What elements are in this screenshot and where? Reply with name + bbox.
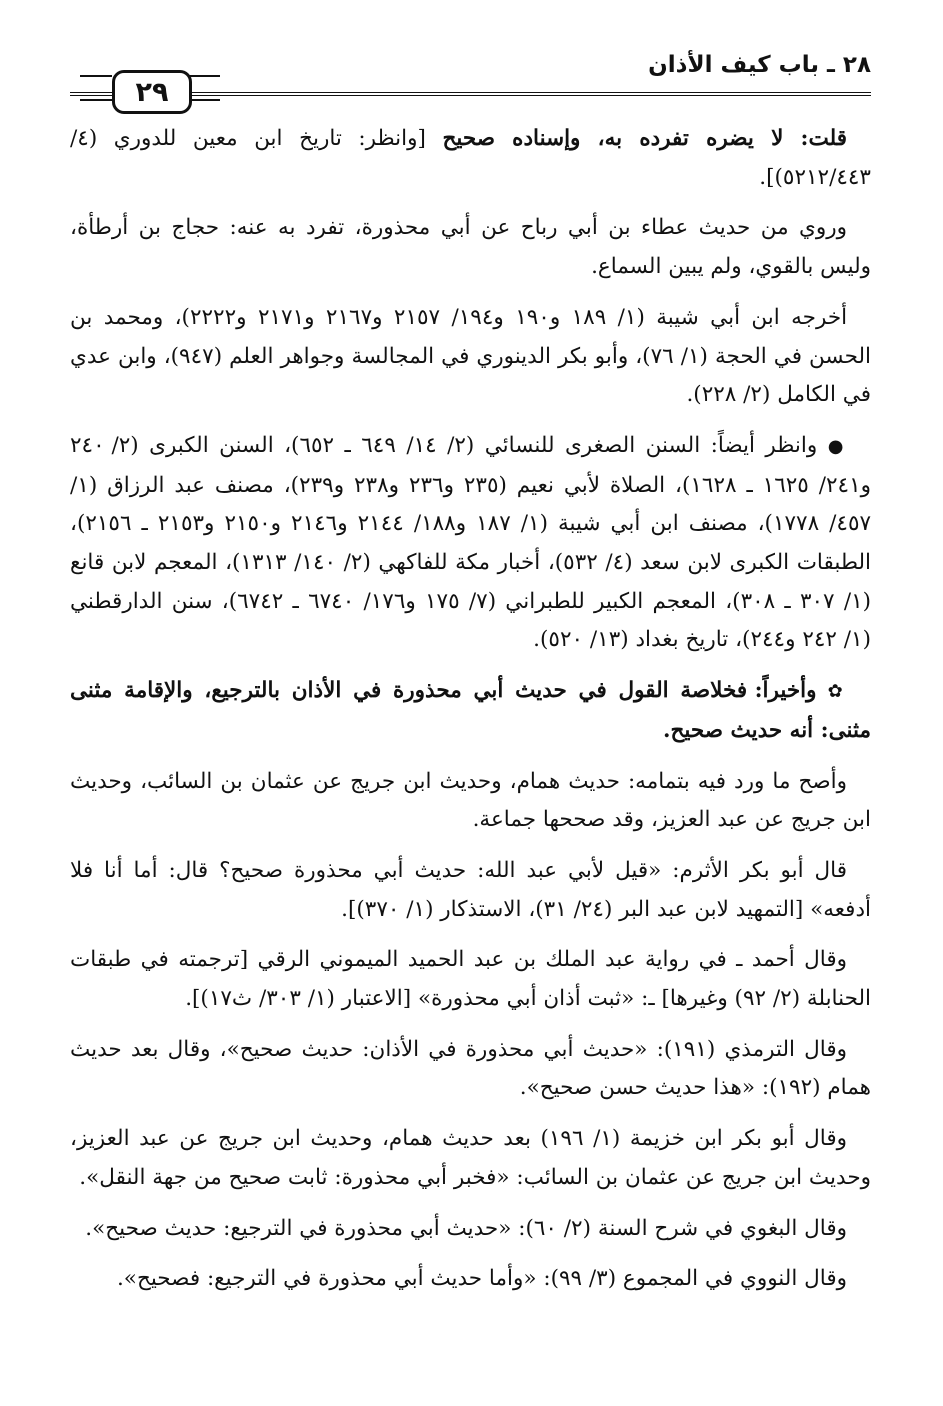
- paragraph-text: وقال البغوي في شرح السنة (٢/ ٦٠): «حديث أبي محذورة في الترجيع: حديث صحيح».: [85, 1215, 847, 1241]
- paragraph-text: وقال النووي في المجموع (٣/ ٩٩): «وأما حديث أبي محذورة في الترجيع: فصحيح».: [116, 1266, 847, 1292]
- paragraph-7: [70, 852, 871, 929]
- page-body: [70, 120, 871, 1311]
- paragraph-4: [70, 427, 871, 660]
- header-ornament-lines: [188, 75, 220, 101]
- paragraph-text: وقال أحمد ـ في رواية عبد الملك بن عبد الحميد الميموني الرقي [ترجمته في طبقات الحنابلة (٢/ ٩٢) وغيرها] ـ: «ثبت أذان أبي محذورة» [الاعتبار (١/ ٣٠٣/ ث١٧)].: [70, 947, 871, 1012]
- paragraph-3: [70, 299, 871, 415]
- paragraph-text: [وانظر: تاريخ ابن معين للدوري (٤/ ٥٢١٢/٤٤٣)].: [70, 126, 871, 190]
- header-ornament-lines: [80, 75, 112, 101]
- paragraph-10: [70, 1120, 871, 1197]
- paragraph-8: [70, 941, 871, 1018]
- chapter-title: ٢٨ ـ باب كيف الأذان: [648, 52, 871, 78]
- paragraph-2: [70, 209, 871, 286]
- paragraph-1: [70, 120, 871, 197]
- bullet-marker: ●: [827, 435, 848, 457]
- paragraph-text: وانظر أيضاً: السنن الصغرى للنسائي (٢/ ١٤/ ٦٤٩ ـ ٦٥٢)، السنن الكبرى (٢/ ٢٤٠ و٢٤١/ ١٦٢٥ ـ ١٦٢٨)، الصلاة لأبي نعيم (٢٣٥ و٢٣٦ و٢٣٨ و٢٣٩)، مصنف عبد الرزاق (١/ ٤٥٧/ ١٧٧٨)، مصنف ابن أبي شيبة (١/ ١٨٧ و١٨٨/ ٢١٤٤ و٢١٤٦ و٢١٥٠ و٢١٥٣ ـ ٢١٥٦)، الطبقات الكبرى لابن سعد (٤/ ٥٣٢)، أخبار مكة للفاكهي (٢/ ١٤٠/ ١٣١٣)، المعجم لابن قانع (١/ ٣٠٧ ـ ٣٠٨)، المعجم الكبير للطبراني (٧/ ١٧٥ و١٧٦/ ٦٧٤٠ ـ ٦٧٤٢)، سنن الدارقطني (١/ ٢٤٢ و٢٤٤)، تاريخ بغداد (١٣/ ٥٢٠).: [70, 432, 872, 653]
- paragraph-5: [70, 672, 871, 750]
- paragraph-text: وقال أبو بكر ابن خزيمة (١/ ١٩٦) بعد حديث همام، وحديث ابن جريج عن عبد العزيز، وحديث ابن جريج عن عثمان بن السائب: «فخبر أبي محذورة: ثابت صحيح من جهة النقل».: [70, 1126, 871, 1190]
- page-header: [70, 46, 871, 108]
- paragraph-text: وأصح ما ورد فيه بتمامه: حديث همام، وحديث ابن جريج عن عثمان بن السائب، وحديث ابن جريج عن عبد العزيز، وقد صححها جماعة.: [70, 768, 871, 833]
- flower-marker: ✿: [827, 681, 847, 703]
- paragraph-lead: قلت: لا يضره تفرده به، وإسناده صحيح: [442, 126, 847, 151]
- paragraph-text: قال أبو بكر الأثرم: «قيل لأبي عبد الله: حديث أبي محذورة صحيح؟ قال: أما أنا فلا أدفعه» [التمهيد لابن عبد البر (٢٤/ ٣١)، الاستذكار (١/ ٣٧٠)].: [70, 857, 871, 922]
- paragraph-text: وقال الترمذي (١٩١): «حديث أبي محذورة في الأذان: حديث صحيح»، وقال بعد حديث همام (١٩٢): «هذا حديث حسن صحيح».: [70, 1036, 871, 1101]
- page-number: ٢٩: [112, 70, 192, 114]
- paragraph-lead: وأخيراً: فخلاصة القول في حديث أبي محذورة في الأذان بالترجيع، والإقامة مثنى مثنى: أنه حديث صحيح.: [70, 678, 871, 743]
- paragraph-text: أخرجه ابن أبي شيبة (١/ ١٨٩ و١٩٠ و١٩٤/ ٢١٥٧ و٢١٦٧ و٢١٧١ و٢٢٢٢)، ومحمد بن الحسن في الحجة (١/ ٧٦)، وأبو بكر الدينوري في المجالسة وجواهر العلم (٩٤٧)، وابن عدي في الكامل (٢/ ٢٢٨).: [70, 304, 871, 408]
- paragraph-text: وروي من حديث عطاء بن أبي رباح عن أبي محذورة، تفرد به عنه: حجاج بن أرطأة، وليس بالقوي، ولم يبين السماع.: [70, 215, 871, 280]
- paragraph-11: [70, 1210, 871, 1249]
- paragraph-12: [70, 1260, 871, 1299]
- paragraph-9: [70, 1031, 871, 1108]
- paragraph-6: [70, 763, 871, 840]
